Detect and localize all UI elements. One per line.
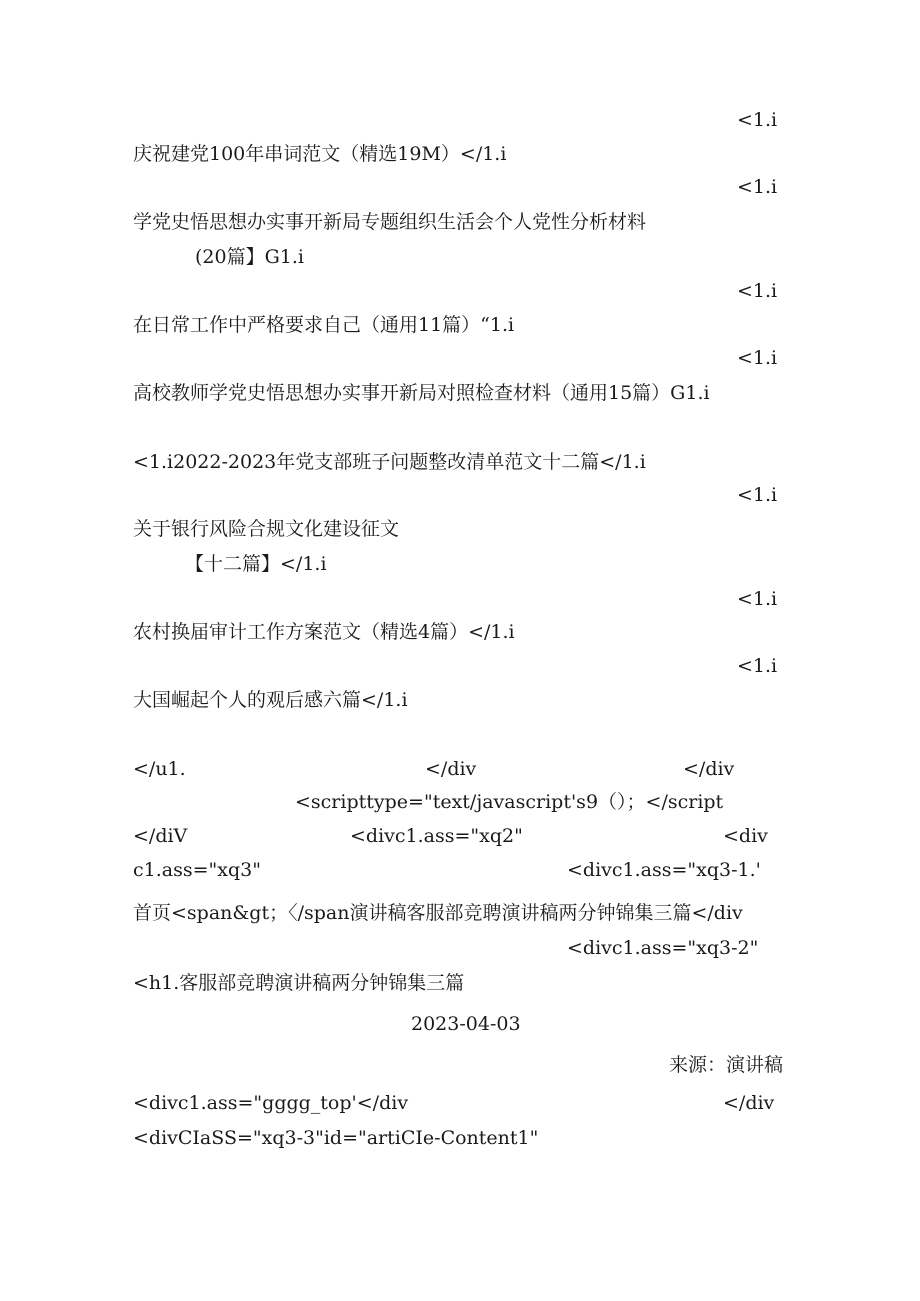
- list-item-open-tag: <1.i: [737, 109, 778, 131]
- list-item-title: 庆祝建党100年串词范文（精选19M）</1.i: [133, 143, 507, 165]
- code-fragment: </u1.: [133, 758, 186, 780]
- list-item-title: 学党史悟思想办实事开新局专题组织生活会个人党性分析材料: [133, 211, 647, 233]
- code-fragment: <divc1.ass="xq3-2": [567, 937, 759, 959]
- list-item-open-tag: <1.i: [737, 484, 778, 506]
- list-item-title-continued: (20篇】G1.i: [195, 246, 304, 268]
- list-item-open-tag: <1.i: [737, 347, 778, 369]
- article-source: 来源：演讲稿: [669, 1054, 784, 1076]
- code-fragment: c1.ass="xq3": [133, 859, 261, 881]
- code-fragment: <div: [723, 825, 768, 847]
- list-item-open-tag: <1.i: [737, 176, 778, 198]
- list-item-title: 高校教师学党史悟思想办实事开新局对照检查材料（通用15篇）G1.i: [133, 382, 710, 404]
- list-item-title-continued: 【十二篇】</1.i: [185, 553, 327, 575]
- code-fragment: <scripttype="text/javascript's9（）；</script: [295, 791, 724, 813]
- code-fragment: </diV: [133, 825, 188, 847]
- breadcrumb: 首页<span&gt；〈/span演讲稿客服部竞聘演讲稿两分钟锦集三篇</div: [133, 902, 743, 924]
- article-heading: <h1.客服部竞聘演讲稿两分钟锦集三篇: [133, 972, 465, 994]
- list-item-open-tag: <1.i: [737, 588, 778, 610]
- list-item-open-tag: <1.i: [737, 655, 778, 677]
- list-item-title: 在日常工作中严格要求自己（通用11篇）“1.i: [133, 314, 515, 336]
- list-item-title: 农村换届审计工作方案范文（精选4篇）</1.i: [133, 621, 515, 643]
- code-fragment: </div: [683, 758, 735, 780]
- code-fragment: <divCIaSS="xq3-3"id="artiCIe-Content1": [133, 1127, 539, 1149]
- code-fragment: <divc1.ass="xq2": [350, 825, 523, 847]
- code-fragment: </div: [425, 758, 477, 780]
- article-date: 2023-04-03: [411, 1013, 521, 1035]
- list-item-open-tag: <1.i: [737, 280, 778, 302]
- list-item-title: 大国崛起个人的观后感六篇</1.i: [133, 689, 408, 711]
- list-item-title: <1.i2022-2023年党支部班子问题整改清单范文十二篇</1.i: [133, 451, 646, 473]
- list-item-title: 关于银行风险合规文化建设征文: [133, 518, 400, 540]
- code-fragment: <divc1.ass="xq3-1.': [567, 859, 761, 881]
- code-fragment: <divc1.ass="gggg_top'</div: [133, 1092, 409, 1114]
- code-fragment: </div: [723, 1092, 775, 1114]
